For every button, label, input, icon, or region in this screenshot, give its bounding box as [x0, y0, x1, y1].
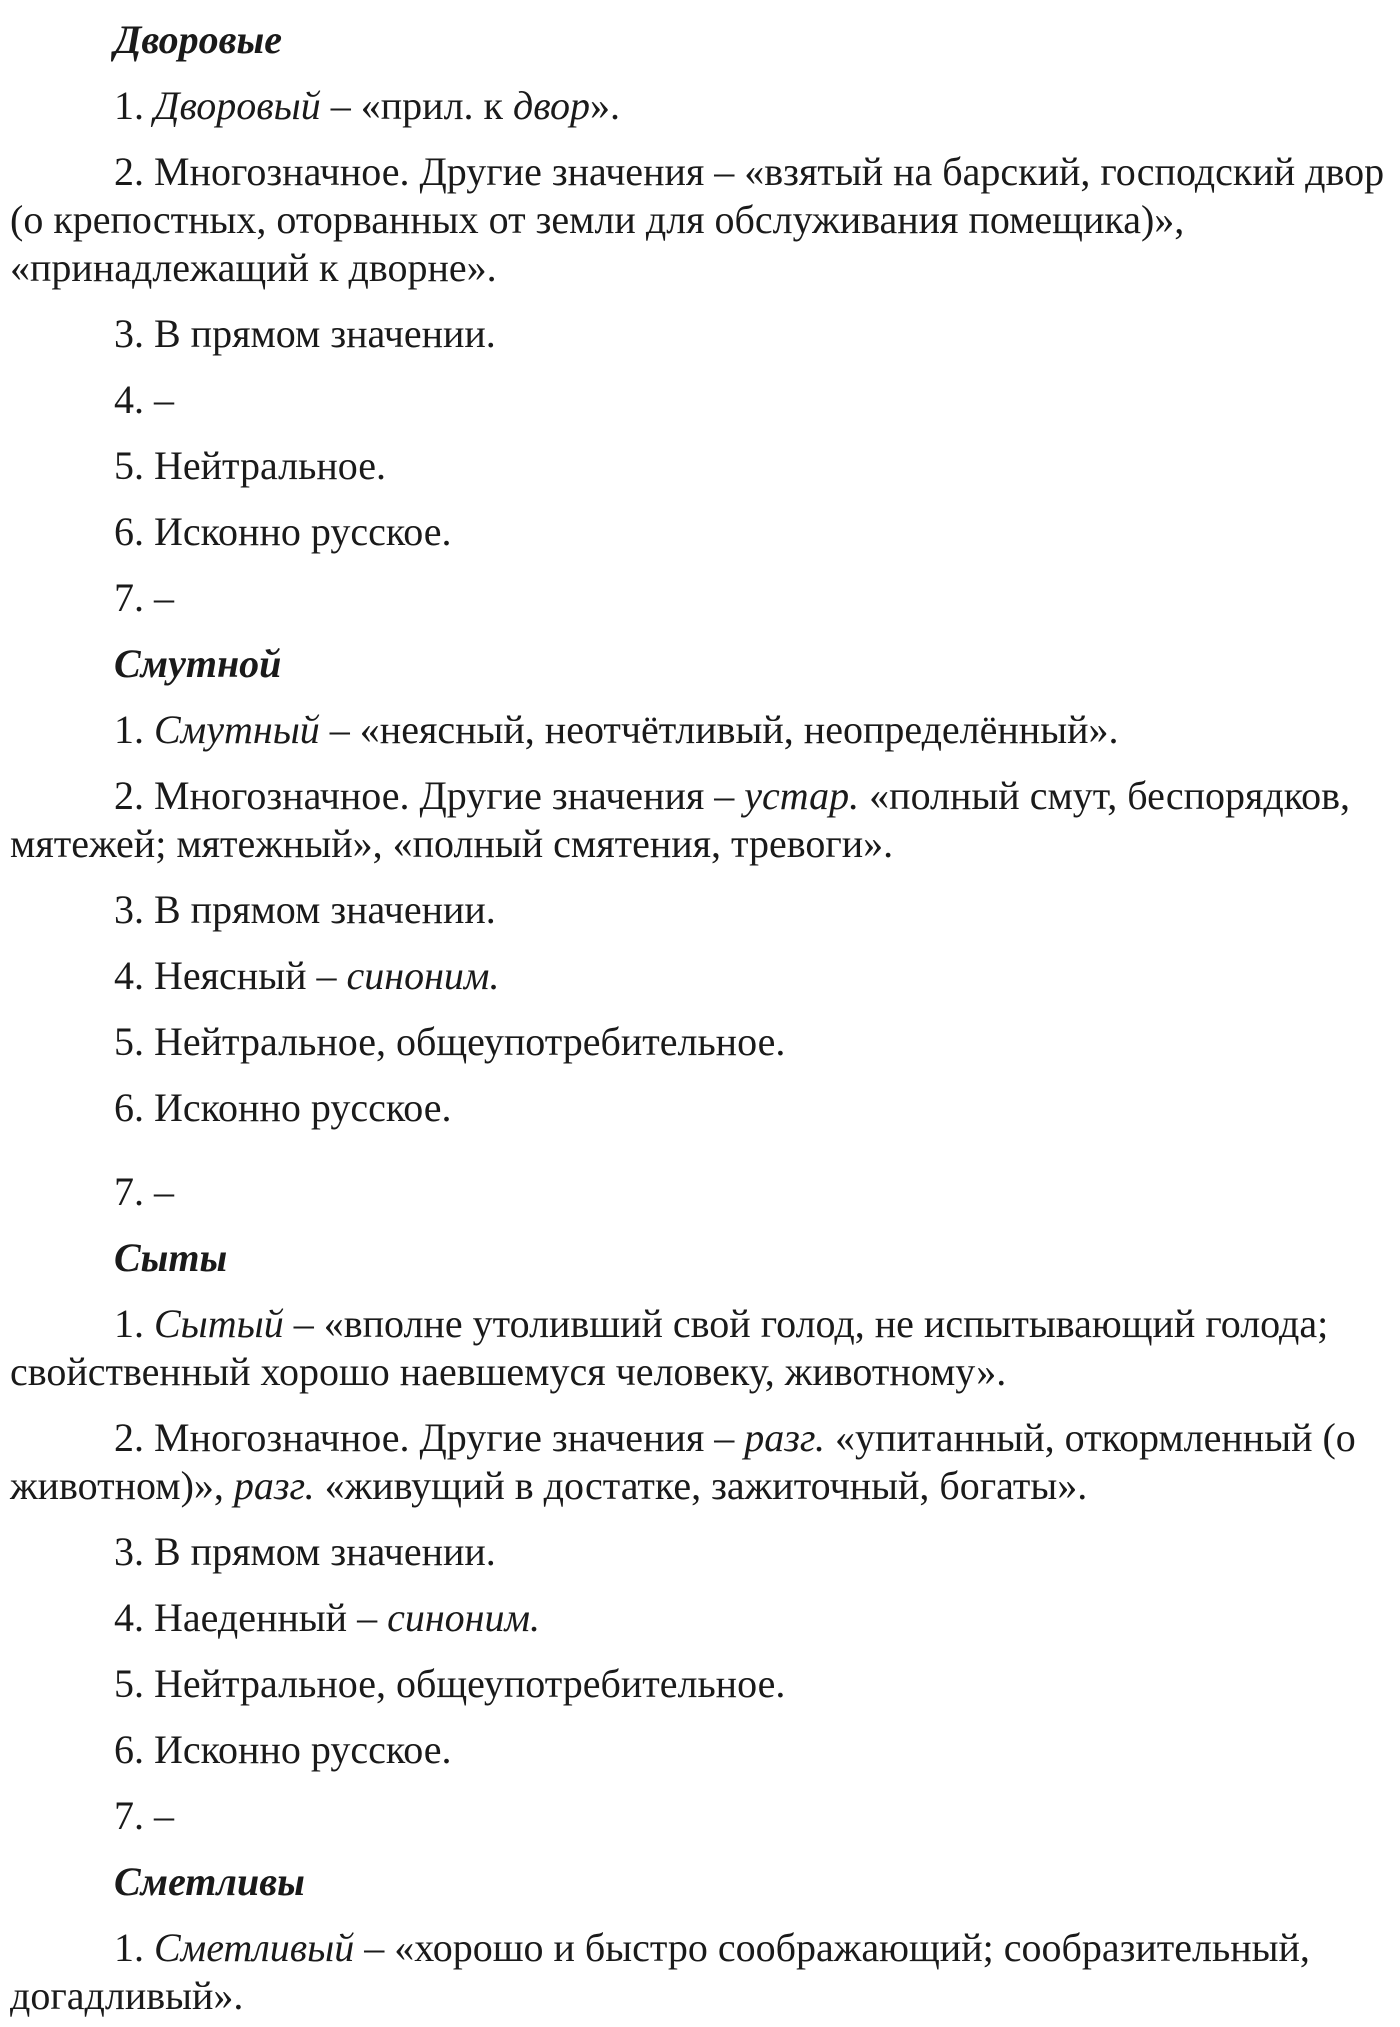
definition-text: «хорошо и быстро соображающий; сообразительный, догадливый».	[10, 1925, 1310, 2018]
term: Сметливый	[154, 1925, 355, 1970]
entry-heading: Сметливы	[114, 1859, 305, 1904]
item-text: Исконно русское.	[154, 1085, 452, 1130]
usage-mark: разг.	[744, 1415, 825, 1460]
usage-item	[10, 310, 1392, 358]
extra-item	[10, 1792, 1392, 1840]
item-text: Исконно русское.	[154, 509, 452, 554]
item-text: Нейтральное, общеупотребительное.	[154, 1019, 786, 1064]
item-text: –	[154, 575, 174, 620]
synonym-item	[10, 952, 1392, 1000]
term: Сытый	[154, 1301, 284, 1346]
synonym-item	[10, 376, 1392, 424]
synonym-item	[10, 1594, 1392, 1642]
item-number: 1.	[114, 1925, 154, 1970]
item-number: 7.	[114, 1169, 154, 1214]
item-number: 5.	[114, 1661, 154, 1706]
item-text: В прямом значении.	[154, 311, 496, 356]
term: Смутный	[154, 707, 320, 752]
item-number: 4.	[114, 953, 154, 998]
item-text: –	[154, 377, 174, 422]
item-text-middle: «упитанный, откормленный (о животном)»,	[10, 1415, 1356, 1508]
item-text: В прямом значении.	[154, 887, 496, 932]
definition-item	[10, 82, 1392, 130]
item-text: Многозначное. Другие значения –	[154, 1415, 745, 1460]
item-number: 3.	[114, 311, 154, 356]
meaning-item	[10, 1414, 1392, 1510]
definition-item	[10, 1924, 1392, 2020]
item-number: 6.	[114, 509, 154, 554]
usage-mark: синоним.	[387, 1595, 541, 1640]
item-number: 4.	[114, 1595, 154, 1640]
style-item	[10, 442, 1392, 490]
usage-item	[10, 1528, 1392, 1576]
item-text: Неясный –	[154, 953, 347, 998]
separator: –	[283, 1301, 324, 1346]
item-text: Исконно русское.	[154, 1727, 452, 1772]
item-text: Нейтральное, общеупотребительное.	[154, 1661, 786, 1706]
item-text-end: «полный смут, беспорядков, мятежей; мятежный», «полный смятения, тревоги».	[10, 773, 1351, 866]
item-number: 1.	[114, 83, 154, 128]
meaning-item	[10, 148, 1392, 292]
item-number: 6.	[114, 1727, 154, 1772]
separator: –	[319, 707, 360, 752]
item-text: В прямом значении.	[154, 1529, 496, 1574]
origin-item	[10, 508, 1392, 556]
usage-mark: устар.	[744, 773, 860, 818]
definition-text: «неясный, неотчётливый, неопределённый».	[359, 707, 1119, 752]
item-text: –	[154, 1169, 174, 1214]
meaning-item	[10, 772, 1392, 868]
definition-text-end: ».	[590, 83, 621, 128]
item-number: 7.	[114, 575, 154, 620]
item-number: 7.	[114, 1793, 154, 1838]
item-number: 6.	[114, 1085, 154, 1130]
origin-item	[10, 1726, 1392, 1774]
entry-heading: Смутной	[114, 641, 282, 686]
definition-text: «вполне утоливший свой голод, не испытывающий голода; свойственный хорошо наевшемуся человеку, животному».	[10, 1301, 1329, 1394]
item-text: Нейтральное.	[154, 443, 386, 488]
usage-mark: синоним.	[346, 953, 500, 998]
item-number: 2.	[114, 773, 154, 818]
origin-item	[10, 1084, 1392, 1132]
term: Дворовый	[154, 83, 321, 128]
definition-item	[10, 1300, 1392, 1396]
entry-heading: Дворовые	[114, 17, 283, 62]
item-number: 4.	[114, 377, 154, 422]
definition-item	[10, 706, 1392, 754]
item-number: 2.	[114, 149, 154, 194]
item-number: 3.	[114, 1529, 154, 1574]
separator: –	[354, 1925, 395, 1970]
separator: –	[320, 83, 361, 128]
item-text-end: «живущий в достатке, зажиточный, богаты».	[314, 1463, 1088, 1508]
item-number: 5.	[114, 443, 154, 488]
entry-heading: Сыты	[114, 1235, 228, 1280]
item-text: Наеденный –	[154, 1595, 388, 1640]
usage-item	[10, 886, 1392, 934]
item-number: 3.	[114, 887, 154, 932]
item-number: 1.	[114, 1301, 154, 1346]
item-number: 2.	[114, 1415, 154, 1460]
item-number: 5.	[114, 1019, 154, 1064]
item-number: 1.	[114, 707, 154, 752]
extra-item	[10, 1168, 1392, 1216]
definition-text: «прил. к	[360, 83, 513, 128]
extra-item	[10, 574, 1392, 622]
item-text: Многозначное. Другие значения – «взятый на барский, господский двор (о крепостных, оторванных от земли для обслуживания помещика)», «принадлежащий к дворне».	[10, 149, 1385, 290]
style-item	[10, 1660, 1392, 1708]
item-text: –	[154, 1793, 174, 1838]
style-item	[10, 1018, 1392, 1066]
item-text: Многозначное. Другие значения –	[154, 773, 745, 818]
reference-word: двор	[512, 83, 591, 128]
usage-mark-2: разг.	[233, 1463, 315, 1508]
